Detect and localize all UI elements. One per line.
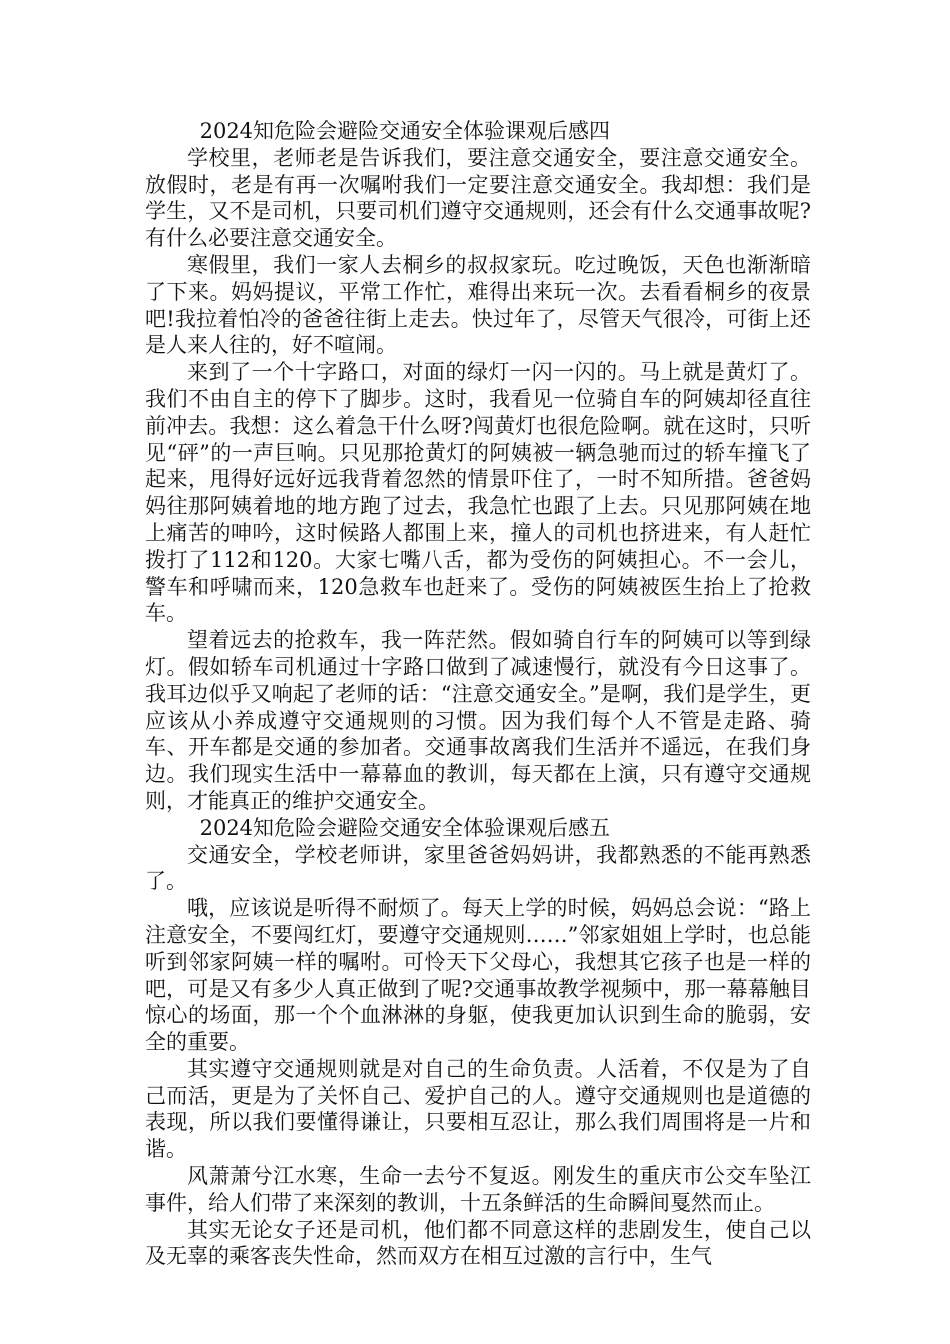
body-paragraph: 学校里，老师老是告诉我们，要注意交通安全，要注意交通安全。放假时，老是有再一次嘱咐我们一定要注意交通安全。我却想：我们是学生，又不是司机，只要司机们遵守交通规则，还会有什么交通事故呢?有什么必要注意交通安全。 (145, 145, 811, 251)
body-paragraph: 交通安全，学校老师讲，家里爸爸妈妈讲，我都熟悉的不能再熟悉了。 (145, 842, 811, 894)
body-paragraph: 来到了一个十字路口，对面的绿灯一闪一闪的。马上就是黄灯了。我们不由自主的停下了脚步。这时，我看见一位骑自车的阿姨却径直往前冲去。我想：这么着急干什么呀?闯黄灯也很危险啊。就在这时，只听见“砰”的一声巨响。只见那抢黄灯的阿姨被一辆急驰而过的轿车撞飞了起来，甩得好远好远我背着忽然的情景吓住了，一时不知所措。爸爸妈妈往那阿姨着地的地方跑了过去，我急忙也跟了上去。只见那阿姨在地上痛苦的呻吟，这时候路人都围上来，撞人的司机也挤进来，有人赶忙拨打了112和120。大家七嘴八舌，都为受伤的阿姨担心。不一会儿，警车和呼啸而来，120急救车也赶来了。受伤的阿姨被医生抬上了抢救车。 (145, 360, 811, 626)
body-paragraph: 望着远去的抢救车，我一阵茫然。假如骑自行车的阿姨可以等到绿灯。假如轿车司机通过十字路口做到了减速慢行，就没有今日这事了。我耳边似乎又响起了老师的话：“注意交通安全。”是啊，我们是学生，更应该从小养成遵守交通规则的习惯。因为我们每个人不管是走路、骑车、开车都是交通的参加者。交通事故离我们生活并不遥远，在我们身边。我们现实生活中一幕幕血的教训，每天都在上演，只有遵守交通规则，才能真正的维护交通安全。 (145, 628, 811, 813)
section-heading-5: 2024知危险会避险交通安全体验课观后感五 (199, 815, 611, 840)
body-paragraph: 哦，应该说是听得不耐烦了。每天上学的时候，妈妈总会说：“路上注意安全，不要闯红灯，要遵守交通规则……”邻家姐姐上学时，也总能听到邻家阿姨一样的嘱咐。可怜天下父母心，我想其它孩子也是一样的吧，可是又有多少人真正做到了呢?交通事故教学视频中，那一幕幕触目惊心的场面，那一个个血淋淋的身躯，使我更加认识到生命的脆弱，安全的重要。 (145, 896, 811, 1055)
body-paragraph: 其实无论女子还是司机，他们都不同意这样的悲剧发生，使自己以及无辜的乘客丧失性命，然而双方在相互过激的言行中，生气 (145, 1217, 811, 1269)
body-paragraph: 风萧萧兮江水寒，生命一去兮不复返。刚发生的重庆市公交车坠江事件，给人们带了来深刻的教训，十五条鲜活的生命瞬间戛然而止。 (145, 1164, 811, 1215)
section-heading-4: 2024知危险会避险交通安全体验课观后感四 (199, 119, 611, 143)
document-page (145, 118, 811, 1270)
body-paragraph: 其实遵守交通规则就是对自己的生命负责。人活着，不仅是为了自己而活，更是为了关怀自己、爱护自己的人。遵守交通规则也是道德的表现，所以我们要懂得谦让，只要相互忍让，那么我们周围将是一片和谐。 (145, 1056, 811, 1162)
body-paragraph: 寒假里，我们一家人去桐乡的叔叔家玩。吃过晚饭，天色也渐渐暗了下来。妈妈提议，平常工作忙，难得出来玩一次。去看看桐乡的夜景吧!我拉着怕冷的爸爸往街上走去。快过年了，尽管天气很冷，可街上还是人来人往的，好不喧闹。 (145, 252, 811, 358)
